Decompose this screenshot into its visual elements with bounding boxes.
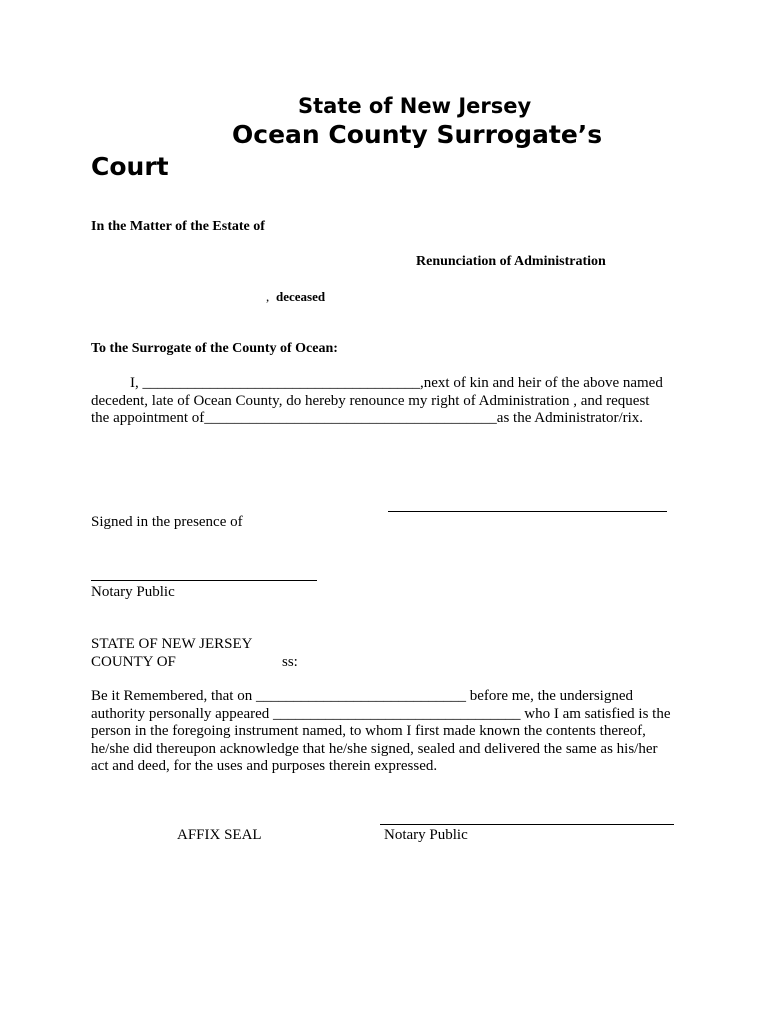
court-heading: Ocean County Surrogate’s	[232, 120, 603, 149]
addressee: To the Surrogate of the County of Ocean:	[91, 341, 338, 356]
signed-in-presence-label: Signed in the presence of	[91, 514, 243, 530]
affix-seal-label: AFFIX SEAL	[177, 827, 262, 843]
venue-state: STATE OF NEW JERSEY	[91, 636, 253, 652]
notary-public-label: Notary Public	[91, 584, 175, 600]
estate-matter-label: In the Matter of the Estate of	[91, 219, 265, 234]
renunciation-line-2: decedent, late of Ocean County, do hereby renounce my right of Administration , and request	[91, 393, 650, 409]
renunciation-line-3: the appointment of_______________________________________as the Administrator/rix.	[91, 410, 644, 426]
acknowledgment-line-1: Be it Remembered, that on ____________________________ before me, the undersigned	[91, 688, 633, 704]
renunciation-line-1: I, _____________________________________,next of kin and heir of the above named	[130, 375, 663, 391]
state-heading: State of New Jersey	[298, 94, 532, 118]
notary-signature-line	[91, 580, 317, 581]
venue-county: COUNTY OF	[91, 654, 176, 670]
acknowledgment-line-3: person in the foregoing instrument named, to whom I first made known the contents thereof,	[91, 723, 646, 739]
acknowledgment-line-2: authority personally appeared _________________________________ who I am satisfied is the	[91, 706, 671, 722]
deceased-label: deceased	[276, 289, 326, 304]
notary-final-signature-line	[380, 824, 674, 825]
document-title: Renunciation of Administration	[416, 254, 606, 269]
court-heading-continued: Court	[91, 152, 169, 181]
venue-ss: ss:	[282, 654, 298, 670]
acknowledgment-line-4: he/she did thereupon acknowledge that he/she signed, sealed and delivered the same as his/her	[91, 741, 658, 757]
acknowledgment-line-5: act and deed, for the uses and purposes therein expressed.	[91, 758, 438, 774]
deceased-comma: ,	[266, 289, 270, 304]
signature-line	[388, 511, 667, 512]
notary-final-label: Notary Public	[384, 827, 468, 843]
